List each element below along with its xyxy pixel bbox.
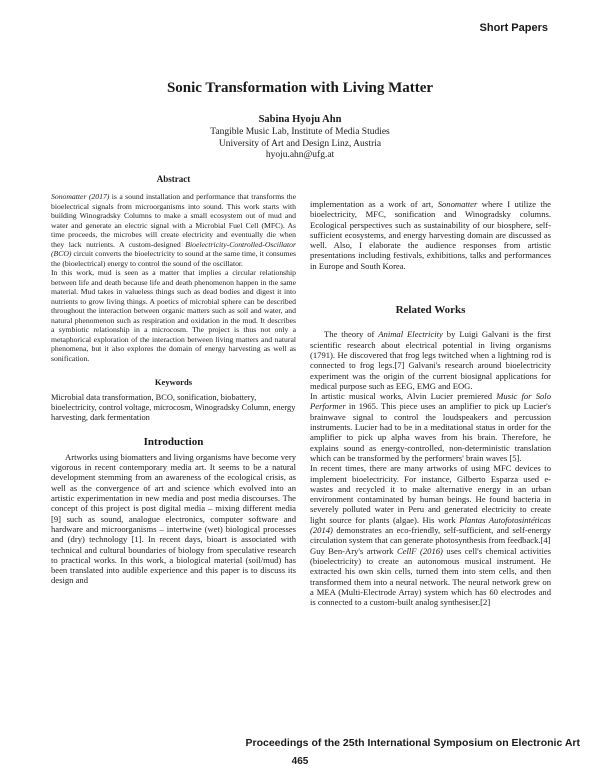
work-title: Music for Solo Performer — [310, 391, 551, 412]
affiliation-line: University of Art and Design Linz, Austria — [218, 138, 382, 149]
abstract-heading: Abstract — [156, 174, 191, 184]
work-title: Plantas Autofotosintéticas (2014) — [310, 514, 551, 536]
work-title: Sonomatter — [437, 199, 478, 209]
keywords-section — [51, 377, 296, 422]
bco-term: Bioelectricity-Controlled-Oscillator (BCO) — [51, 239, 296, 259]
related-works-paragraph: In artistic musical works, Alvin Lucier premiered Music for Solo Performer in 1965. This piece uses an amplifier to pick up Lucier's brainwave signal to control the loudspeakers and percussion instruments. Lucier had to be in a meditational status in order for the amplifier to pick up alpha waves from his brain. Therefore, he explains sound as energy-controlled, non-deterministic translation which can be transformed by the performers' brain waves [5]. — [310, 391, 551, 463]
work-title: Animal Electricity — [378, 329, 443, 340]
work-title: Sonomatter (2017) — [51, 192, 110, 202]
abstract-paragraph: In this work, mud is seen as a matter that implies a circular relationship between life and death because life and death phenomenon happen in the same material. Mud takes in valueless things such as dead bodies and digest it into nutrients to grow living things. A poetics of microbial sphere can be described throughout the interaction between organic matters such as soil and water, and natural phenomenon such as respiration and oxidation in the mud. It describes a symbiotic relationship in a microcosm. The project is thus not only a metaphorical exploration of the interaction between living matters and natural phenomena, but it also explores the domain of energy harvesting as well as sonification. — [51, 268, 296, 363]
author-affiliation — [0, 127, 600, 162]
paper-title: Sonic Transformation with Living Matter — [166, 80, 434, 96]
author-email: hyoju.ahn@ufg.at — [265, 150, 335, 160]
proceedings-footer: Proceedings of the 25th International Symposium on Electronic Art — [245, 737, 580, 749]
related-works-section — [310, 305, 551, 607]
author-name: Sabina Hyoju Ahn — [258, 114, 342, 125]
introduction-paragraph-continued: implementation as a work of art, Sonomatter where I utilize the bioelectricity, MFC, sonification and Winogradsky columns. Ecological perspectives such as sustainability of our biosphere, self-sufficient ecosystems, and energy harvesting domain are discussed as well. Also, I elaborate the audience responses from artistic presentations including festivals, exhibitions, talks and performances in Europe and South Korea. — [310, 199, 551, 271]
work-title: CellF (2016) — [396, 545, 443, 556]
abstract-paragraph: Sonomatter (2017) is a sound installation and performance that transforms the bioelectrical signals from microorganisms into sound. This work starts with building Winogradsky Columns to make a small ecosystem out of mud and water and generate an electric signal with a Microbial Fuel Cell (MFC). As time proceeds, the microbes will create electricity and eventually die when they lack nutrients. A custom-designed Bioelectricity-Controlled-Oscillator (BCO) circuit converts the bioelectricity to sound at the same time, it consumes the (bioelectrical) energy to control the sound of the oscillator. — [51, 192, 296, 268]
right-column — [310, 199, 551, 607]
introduction-section — [51, 437, 296, 586]
related-works-paragraph: The theory of Animal Electricity by Luigi Galvani is the first scientific research about electrical potential in living organisms (1791). He discovered that frog legs twitched when a lightning rod is connected to frog legs.[7] Galvani's research around bioelectricity experiment was the origin of the current biosignal applications for medical purpose such as EEG, EMG and EOG. — [310, 329, 551, 391]
page-number: 465 — [291, 756, 309, 767]
related-works-paragraph: In recent times, there are many artworks of using MFC devices to implement bioelectricity. For instance, Gilberto Esparza used e-wastes and recycled it to make alternative energy in an urban environment contaminated by human beings. He found bacteria in severely polluted water in Peru and generated electricity to create light source for plants (algae). His work Plantas Autofotosintéticas (2014) demonstrates an eco-friendly, self-sufficient, and self-energy circulation system that can generate photosynthesis from feedback.[4] — [310, 463, 551, 546]
introduction-heading: Introduction — [143, 435, 204, 448]
left-column — [51, 174, 296, 586]
affiliation-line: Tangible Music Lab, Institute of Media Studies — [210, 127, 390, 137]
related-works-heading: Related Works — [395, 304, 466, 317]
abstract-section — [51, 174, 296, 363]
related-works-paragraph: Guy Ben-Ary's artwork CellF (2016) uses cell's chemical activities (bioelectricity) to create an autonomous musical instrument. He extracted his own skin cells, turned them into stem cells, and then transformed them into a neural network. The neural network grew on a MEA (Multi-Electrode Array) system which has 60 electrodes and is connected to a custom-built analog synthesiser.[2] — [310, 545, 551, 608]
keywords-text: Microbial data transformation, BCO, sonification, biobattery, bioelectricity, control voltage, microcosm, Winogradsky Column, energy harvesting, dark fermentation — [51, 392, 296, 422]
introduction-paragraph: Artworks using biomatters and living organisms have become very vigorous in recent contemporary media art. It seems to be a natural development stemming from an awareness of the ecological crisis, as well as the convergence of art and science which evolved into an artistic experimentation in new media and post media discourses. The concept of this project is post digital media – mixing different media [9] such as sound, analogue electronics, computer software and hardware and microorganisms – intertwine (wet) biological processes and (dry) technology [1]. In recent days, bioart is associated with technical and cultural boundaries of biology from speculative research to practical works. In this work, a biological material (soil/mud) has been translated into audible experience and this paper is to discuss its design and — [51, 451, 296, 586]
keywords-heading: Keywords — [154, 377, 193, 388]
running-head: Short Papers — [479, 22, 548, 34]
